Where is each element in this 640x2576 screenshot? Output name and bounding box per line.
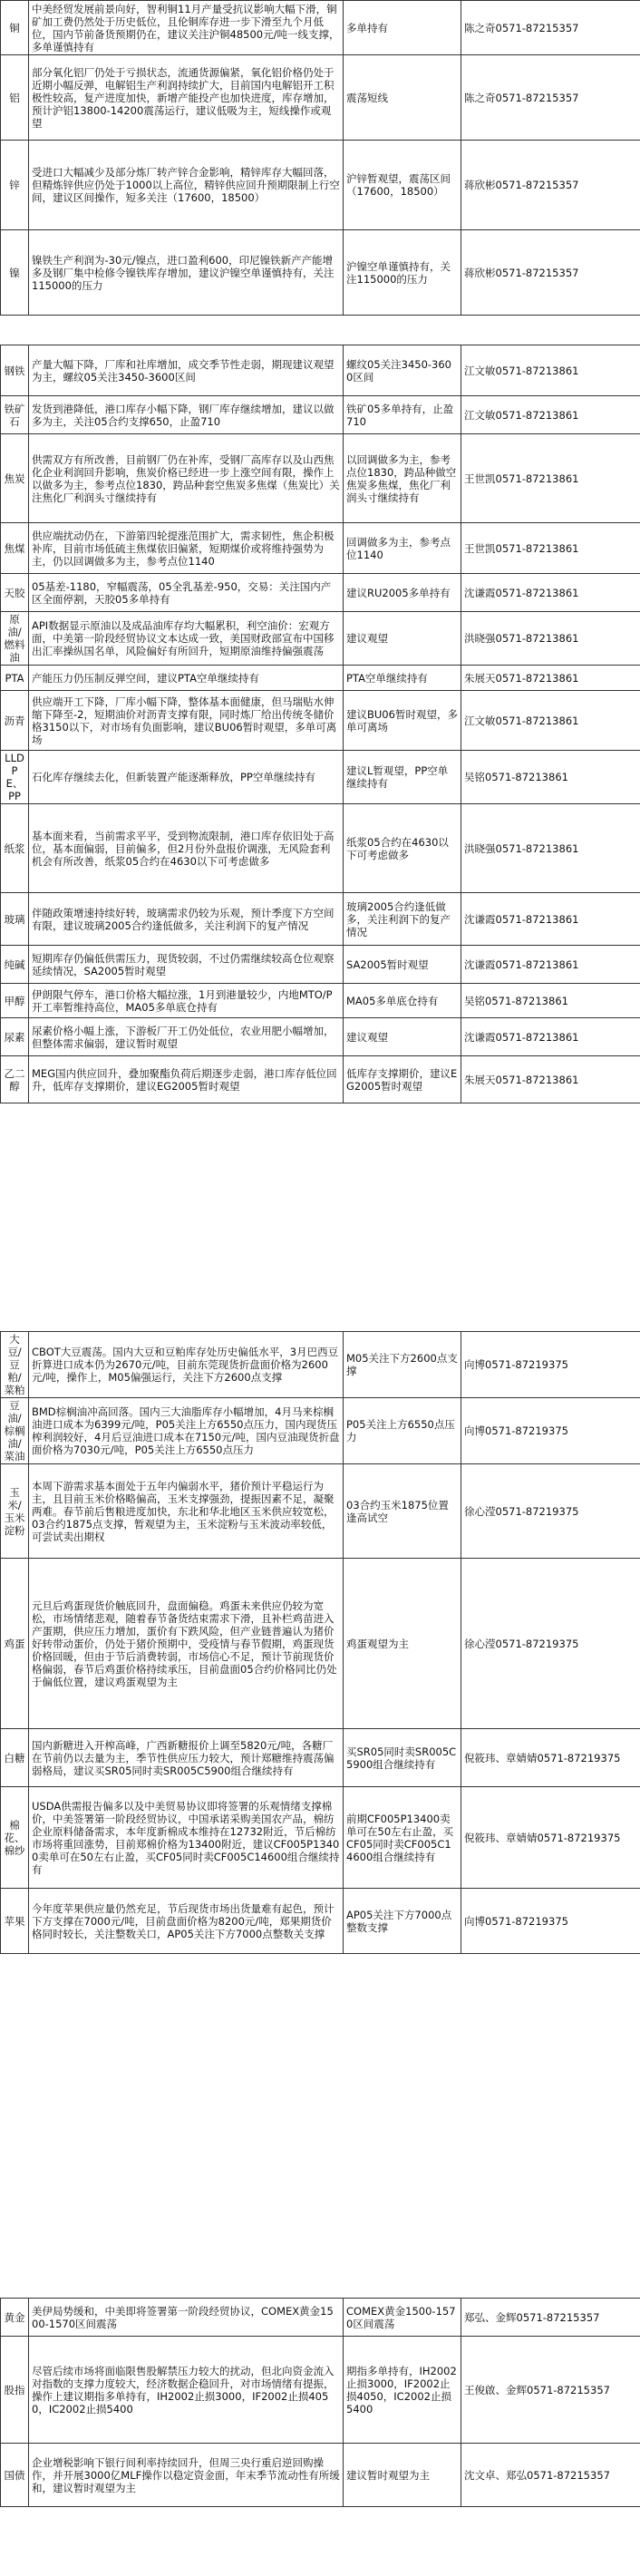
table-row (1, 55, 640, 141)
cell-analysis: USDA供需报告偏多以及中美贸易协议即将签署的乐观情绪支撑棉价，中美签署第一阶段经贸协议，中国承诺采购美国农产品，棉纺企业原料储备需求，本年度新棉成本维持在12732附近，节后棉纺市场将重回涨势，目前郑棉价格为13400附近，建议CF005P13400卖单可在50左右止盈，买CF05同时卖CF005C14600组合继续持有 (29, 1787, 344, 1889)
cell-analysis: 供应端扰动仍在，下游第四轮提涨范围扩大，需求韧性，焦企积极补库，目前市场低硫主焦煤依旧偏紧，短期煤价或将维持强势为主，仍以回调做多为主，参考点位1140 (29, 523, 344, 574)
table-row (1, 434, 640, 523)
cell-variety: LLDPE、PP (1, 751, 29, 804)
table-row (1, 396, 640, 434)
cell-variety: 甲醇 (1, 984, 29, 1018)
table-row (1, 1559, 640, 1729)
cell-analyst: 徐心滢0571-87219375 (461, 1559, 640, 1729)
cell-strategy: PTA空单继续持有 (344, 666, 461, 691)
cell-strategy: P05关注上方6550点压力 (344, 1398, 461, 1464)
cell-analysis: 供应端开工下降，厂库小幅下降，整体基本面健康，但马瑞贴水伸缩下降至-2，短期油价对沥青支撑有限，同时炼厂给出传统冬储价格3150以下，对市场有负面影响，建议BU06暂时观望，多单可离场 (29, 691, 344, 751)
table-row (1, 345, 640, 396)
cell-strategy: 建议暂时观望为主 (344, 2444, 461, 2507)
cell-variety: 玉米/玉米淀粉 (1, 1464, 29, 1559)
table-row (1, 2337, 640, 2444)
cell-analysis: 部分氧化铝厂仍处于亏损状态，流通货源偏紧，氧化铝价格仍处于近期小幅反弹，电解铝生产利润持续扩大，目前国内电解铝开工积极性较高，复产进度加快，新增产能投产也加快进度，库存增加，预计沪铝13800-14200震荡运行，建议低吸为主，短线操作或观望 (29, 55, 344, 141)
cell-analyst: 吴铭0571-87213861 (461, 751, 640, 804)
table-row (1, 612, 640, 666)
section-finance (0, 2298, 640, 2507)
table-row (1, 141, 640, 230)
cell-variety: 鸡蛋 (1, 1559, 29, 1729)
cell-analysis: BMD棕榈油冲高回落。国内三大油脂库存小幅增加，4月马来棕榈油进口成本为6399元/吨，P05关注上方6550点压力，国内现货压榨利润较好，4月后豆油进口成本在7150元/吨，国内豆油现货折盘面价格为7030元/吨，P05关注上方6550点压力 (29, 1398, 344, 1464)
cell-strategy: 多单持有 (344, 1, 461, 55)
cell-analysis: 05基差-1180，窄幅震荡，05全乳基差-950，交易：关注国内产区全面停割，天胶05多单持有 (29, 574, 344, 612)
cell-analysis: 尽管后续市场将面临限售股解禁压力较大的扰动，但北向资金流入对指数的支撑力度较大，经济数据企稳回升，对市场情绪有提振，操作上建议期指多单持有，IH2002止损3000，IF2002止损4050，IC2002止损5400 (29, 2337, 344, 2444)
cell-analyst: 沈谦霞0571-87213861 (461, 1018, 640, 1056)
cell-analysis: 中美经贸发展前景向好，智利铜11月产量受抗议影响大幅下滑，铜矿加工费仍然处于历史低位，且伦铜库存进一步下滑至九个月低位，国内节前备货预期仍在，建议关注沪铜48500元/吨一线支撑，多单谨慎持有 (29, 1, 344, 55)
cell-analysis: 企业增税影响下银行间利率持续回升，但周三央行重启逆回购操作，并开展3000亿MLF操作以稳定资金面，年末季节流动性有所缓和，建议暂时观望为主 (29, 2444, 344, 2507)
table-row (1, 893, 640, 946)
cell-analyst: 郑弘、金辉0571-87215357 (461, 2299, 640, 2337)
cell-analyst: 朱展天0571-87213861 (461, 1056, 640, 1103)
cell-analysis: API数据显示原油以及成品油库存均大幅累积，利空油价：宏观方面，中美第一阶段经贸协议文本达成一致，美国财政部宣布中国移出汇率操纵国名单，风险偏好有所回升，短期原油维持偏强震荡 (29, 612, 344, 666)
cell-variety: 镍 (1, 230, 29, 316)
table-row (1, 1398, 640, 1464)
cell-variety: 黄金 (1, 2299, 29, 2337)
table-row (1, 1, 640, 55)
cell-analyst: 沈谦霞0571-87213861 (461, 574, 640, 612)
cell-analyst: 王世凯0571-87213861 (461, 434, 640, 523)
table-row (1, 666, 640, 691)
cell-analysis: 伴随政策增速持续好转，玻璃需求仍较为乐观，预计季度下方空间有限，建议玻璃2005合约逢低做多，关注利润下的复产情况 (29, 893, 344, 946)
cell-analysis: 今年度苹果供应量仍然充足，节后现货市场出货量难有起色，预计下方支撑在7000元/吨，目前盘面价格为8200元/吨，郑果期货价格同时较长，关注整数关口，AP05关注下方7000点整数关支撑 (29, 1889, 344, 1954)
cell-strategy: 纸浆05合约在4630以下可考虑做多 (344, 804, 461, 893)
table-metals (0, 0, 640, 316)
cell-analyst: 倪筱玮、章婧婧0571-87219375 (461, 1729, 640, 1787)
table-agri (0, 1331, 640, 1954)
cell-analyst: 江文敏0571-87213861 (461, 691, 640, 751)
table-row (1, 984, 640, 1018)
table-row (1, 1889, 640, 1954)
cell-variety: 国债 (1, 2444, 29, 2507)
cell-analyst: 沈文卓、郑弘0571-87215357 (461, 2444, 640, 2507)
cell-strategy: 期指多单持有，IH2002止损3000，IF2002止损4050，IC2002止损5400 (344, 2337, 461, 2444)
table-row (1, 1018, 640, 1056)
cell-analyst: 吴铭0571-87213861 (461, 984, 640, 1018)
table-row (1, 574, 640, 612)
cell-strategy: 铁矿05多单持有，止盈710 (344, 396, 461, 434)
section-blacks (0, 345, 640, 1103)
table-row (1, 751, 640, 804)
table-body (1, 1332, 640, 1954)
cell-analyst: 洪晓强0571-87213861 (461, 804, 640, 893)
cell-strategy: 前期CF005P13400卖单可在50左右止盈，买CF05同时卖CF005C14600组合继续持有 (344, 1787, 461, 1889)
table-row (1, 1464, 640, 1559)
table-body (1, 2299, 640, 2507)
cell-analysis: 基本面来看，当前需求平平，受到物流限制，港口库存依旧处于高位，基本面偏弱，目前偏多，但2月份外盘报价调涨，无风险套利机会有所改善，纸浆05合约在4630以下可考虑做多 (29, 804, 344, 893)
cell-analyst: 洪晓强0571-87213861 (461, 612, 640, 666)
section-metals (0, 0, 640, 316)
cell-analyst: 蒋欣彬0571-87215357 (461, 230, 640, 316)
cell-strategy: COMEX黄金1500-1570区间震荡 (344, 2299, 461, 2337)
cell-strategy: SA2005暂时观望 (344, 946, 461, 984)
table-row (1, 1787, 640, 1889)
table-body (1, 1, 640, 316)
cell-strategy: 建议观望 (344, 612, 461, 666)
cell-variety: 白糖 (1, 1729, 29, 1787)
cell-strategy: 建议观望 (344, 1018, 461, 1056)
cell-analysis: 产量大幅下降，厂库和社库增加，成交季节性走弱，期现建议观望为主，螺纹05关注3450-3600区间 (29, 345, 344, 396)
cell-variety: 铝 (1, 55, 29, 141)
table-row (1, 1056, 640, 1103)
cell-analyst: 蒋欣彬0571-87215357 (461, 141, 640, 230)
cell-strategy: 建议BU06暂时观望，多单可离场 (344, 691, 461, 751)
cell-variety: 股指 (1, 2337, 29, 2444)
cell-analyst: 倪筱玮、章婧婧0571-87219375 (461, 1787, 640, 1889)
table-row (1, 2299, 640, 2337)
table-blacks (0, 345, 640, 1103)
cell-variety: 苹果 (1, 1889, 29, 1954)
cell-strategy: 建议L暂观望，PP空单继续持有 (344, 751, 461, 804)
cell-strategy: AP05关注下方7000点整数支撑 (344, 1889, 461, 1954)
table-row (1, 1332, 640, 1398)
table-row (1, 1729, 640, 1787)
cell-strategy: 买SR05同时卖SR005C5900组合继续持有 (344, 1729, 461, 1787)
cell-variety: 棉花、棉纱 (1, 1787, 29, 1889)
cell-variety: 纸浆 (1, 804, 29, 893)
cell-strategy: 以回调做多为主，参考点位1830，跨品种做空焦炭多焦煤，焦化厂利润头寸继续持有 (344, 434, 461, 523)
cell-variety: PTA (1, 666, 29, 691)
cell-variety: 尿素 (1, 1018, 29, 1056)
cell-strategy: 螺纹05关注3450-3600区间 (344, 345, 461, 396)
cell-variety: 沥青 (1, 691, 29, 751)
cell-strategy: 低库存支撑期价，建议EG2005暂时观望 (344, 1056, 461, 1103)
cell-strategy: 鸡蛋观望为主 (344, 1559, 461, 1729)
cell-analyst: 江文敏0571-87213861 (461, 345, 640, 396)
cell-analyst: 江文敏0571-87213861 (461, 396, 640, 434)
cell-variety: 焦煤 (1, 523, 29, 574)
cell-variety: 天胶 (1, 574, 29, 612)
cell-analyst: 向博0571-87219375 (461, 1889, 640, 1954)
table-finance (0, 2298, 640, 2507)
cell-strategy: 03合约玉米1875位置逢高试空 (344, 1464, 461, 1559)
cell-analysis: 供需双方有所改善，目前钢厂仍在补库，受钢厂高库存以及山西焦化企业利润回升影响，焦炭价格已经进一步上涨空间有限，操作上以做多为主，参考点位1830，跨品种套空焦炭多焦煤（焦炭比）关注焦化厂利润头寸继续持有 (29, 434, 344, 523)
cell-analysis: 美伊局势缓和，中美即将签署第一阶段经贸协议，COMEX黄金1500-1570区间震荡 (29, 2299, 344, 2337)
cell-variety: 锌 (1, 141, 29, 230)
table-row (1, 230, 640, 316)
cell-analyst: 向博0571-87219375 (461, 1332, 640, 1398)
cell-analyst: 徐心滢0571-87219375 (461, 1464, 640, 1559)
cell-analysis: 尿素价格小幅上涨，下游板厂开工仍处低位，农业用肥小幅增加，但整体需求偏弱，建议暂时观望 (29, 1018, 344, 1056)
cell-analysis: 石化库存继续去化，但新装置产能逐渐释放，PP空单继续持有 (29, 751, 344, 804)
cell-analyst: 沈谦霞0571-87213861 (461, 893, 640, 946)
cell-strategy: 震荡短线 (344, 55, 461, 141)
cell-strategy: 沪镍空单谨慎持有，关注115000的压力 (344, 230, 461, 316)
table-row (1, 2444, 640, 2507)
cell-variety: 钢铁 (1, 345, 29, 396)
cell-strategy: 玻璃2005合约逢低做多，关注利润下的复产情况 (344, 893, 461, 946)
cell-variety: 原油/燃料油 (1, 612, 29, 666)
cell-strategy: MA05多单底仓持有 (344, 984, 461, 1018)
cell-analysis: 伊朗限气停车，港口价格大幅拉涨，1月到港量较少，内地MTO/P开工率暂维持高位，MA05多单底仓持有 (29, 984, 344, 1018)
cell-analyst: 王世凯0571-87213861 (461, 523, 640, 574)
table-row (1, 523, 640, 574)
cell-analysis: 国内新糖进入开榨高峰，广西新糖报价上调至5820元/吨，各糖厂在节前仍以去量为主，季节性供应压力较大，预计郑糖维持震荡偏弱格局，建议买SR05同时卖SR005C5900组合继续持有 (29, 1729, 344, 1787)
cell-analysis: 本周下游需求基本面处于五年内偏弱水平，猪价预计平稳运行为主，且目前玉米价格略偏高，玉米支撑强劲，提振因素不足，凝聚两难。春节前后售粮进度加快，东北和华北地区玉米供应较宽松，03合约1875点支撑，暂观望为主，玉米淀粉与玉米波动率较低，可尝试卖出期权 (29, 1464, 344, 1559)
cell-analysis: 镍铁生产利润为-30元/镍点，进口盈利600，印尼镍铁新产产能增多及钢厂集中检修令镍铁库存增加，建议沪镍空单谨慎持有，关注115000的压力 (29, 230, 344, 316)
cell-analyst: 陈之奇0571-87215357 (461, 55, 640, 141)
table-row (1, 804, 640, 893)
cell-variety: 纯碱 (1, 946, 29, 984)
cell-analysis: MEG国内供应回升，叠加聚酯负荷后期逐步走弱，港口库存低位回升，低库存支撑期价，建议EG2005暂时观望 (29, 1056, 344, 1103)
cell-variety: 豆油/棕榈油/菜油 (1, 1398, 29, 1464)
cell-strategy: 建议RU2005多单持有 (344, 574, 461, 612)
cell-variety: 乙二醇 (1, 1056, 29, 1103)
cell-analysis: 短期库存仍偏低供需压力，现货较弱，不过仍需继续较高仓位观察延续情况，SA2005暂时观望 (29, 946, 344, 984)
table-body (1, 345, 640, 1103)
cell-variety: 铜 (1, 1, 29, 55)
cell-variety: 焦炭 (1, 434, 29, 523)
cell-variety: 大豆/豆粕/菜粕 (1, 1332, 29, 1398)
cell-analysis: 发货到港降低，港口库存小幅下降，钢厂库存继续增加，建议以做多为主，关注05合约支撑650，止盈710 (29, 396, 344, 434)
cell-analyst: 陈之奇0571-87215357 (461, 1, 640, 55)
cell-analysis: CBOT大豆震荡。国内大豆和豆粕库存处历史偏低水平，3月巴西豆折算进口成本仍为2670元/吨，目前东莞现货折盘面价格为2600元/吨，操作上，M05偏强运行，关注下方2600点支撑 (29, 1332, 344, 1398)
cell-strategy: 回调做多为主，参考点位1140 (344, 523, 461, 574)
table-row (1, 691, 640, 751)
cell-strategy: 沪锌暂观望，震荡区间（17600，18500） (344, 141, 461, 230)
table-row (1, 946, 640, 984)
cell-analysis: 受进口大幅减少及部分炼厂转产锌合金影响，精锌库存大幅回落，但精炼锌供应仍处于1000以上高位，精锌供应回升预期限制上行空间，建议区间操作，短多关注（17600，18500） (29, 141, 344, 230)
cell-analysis: 元旦后鸡蛋现货价触底回升，盘面偏稳。鸡蛋未来供应仍较为宽松，市场情绪悲观，随着春节备货结束需求下滑，且补栏鸡苗进入产蛋期，供应压力增加，蛋价有下跌风险，但产业链普遍认为猪价好转带动蛋价，仍处于猪价预期中，受疫情与春节假期，鸡蛋现货价格回暖，但由于节后消费转弱，市场信心不足，预计节前现货价格偏弱，春节后鸡蛋价格持续承压，目前盘面05合约价格同比仍处于偏低位置，建议鸡蛋观望为主 (29, 1559, 344, 1729)
cell-strategy: M05关注下方2600点支撑 (344, 1332, 461, 1398)
cell-analyst: 向博0571-87219375 (461, 1398, 640, 1464)
cell-analyst: 朱展天0571-87213861 (461, 666, 640, 691)
section-agri (0, 1331, 640, 1954)
cell-variety: 玻璃 (1, 893, 29, 946)
cell-analysis: 产能压力仍压制反弹空间，建议PTA空单继续持有 (29, 666, 344, 691)
cell-analyst: 王俊啟、金辉0571-87215357 (461, 2337, 640, 2444)
cell-variety: 铁矿石 (1, 396, 29, 434)
cell-analyst: 沈谦霞0571-87213861 (461, 946, 640, 984)
